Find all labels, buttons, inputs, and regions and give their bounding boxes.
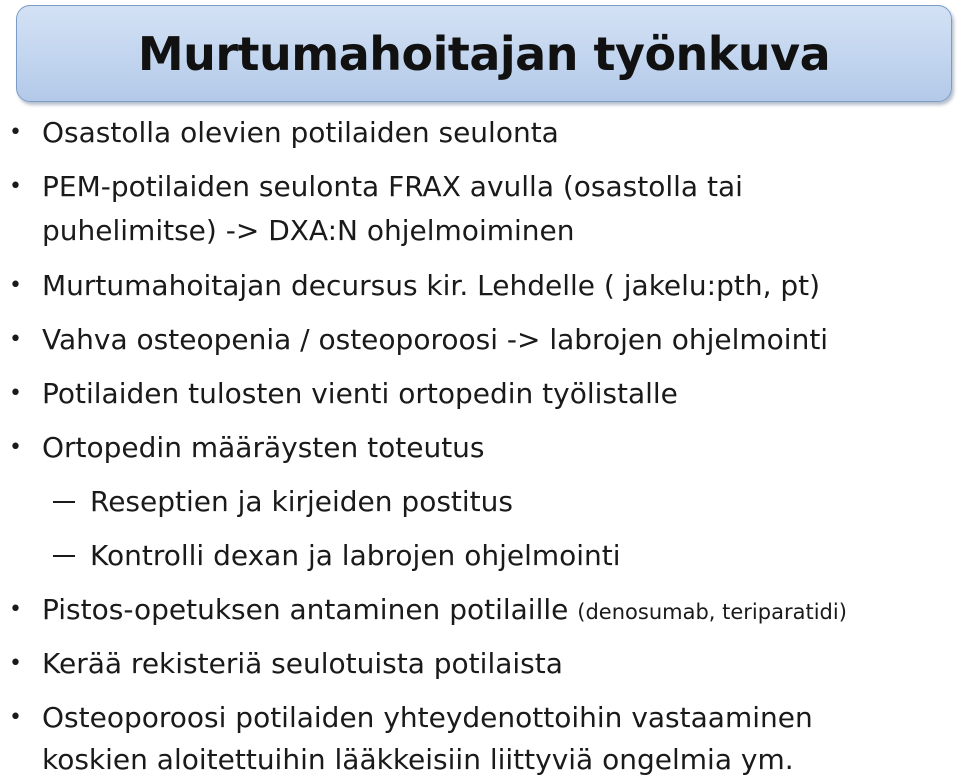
bullet-item: [9, 116, 559, 150]
bullet-dot-icon: •: [9, 327, 22, 352]
bullet-item: [9, 269, 821, 303]
bullet-item: [9, 377, 678, 411]
bullet-item: [9, 431, 485, 465]
dash-icon: [53, 501, 75, 503]
bullet-text: Kontrolli dexan ja labrojen ohjelmointi: [90, 539, 621, 572]
bullet-text: Pistos-opetuksen antaminen potilaille: [42, 593, 569, 626]
bullet-text: Reseptien ja kirjeiden postitus: [90, 485, 513, 518]
bullet-dot-icon: •: [9, 174, 22, 199]
bullet-item: [9, 170, 743, 204]
sub-bullet-item: [90, 539, 621, 573]
bullet-text: Kerää rekisteriä seulotuista potilaista: [42, 647, 563, 680]
dash-icon: [53, 555, 75, 557]
slide-title: Murtumahoitajan työnkuva: [137, 26, 831, 81]
bullet-continuation: [42, 214, 575, 248]
bullet-dot-icon: •: [9, 651, 22, 676]
bullet-dot-icon: •: [9, 120, 22, 145]
bullet-text: Osteoporoosi potilaiden yhteydenottoihin vastaaminen: [42, 701, 813, 734]
bullet-dot-icon: •: [9, 705, 22, 730]
sub-bullet-item: [90, 485, 513, 519]
bullet-item: [9, 593, 847, 629]
bullet-item: [9, 701, 813, 735]
bullet-item: [9, 323, 829, 357]
bullet-dot-icon: •: [9, 273, 22, 298]
bullet-continuation: [42, 743, 794, 777]
bullet-text: Osastolla olevien potilaiden seulonta: [42, 116, 559, 149]
bullet-text: puhelimitse) -> DXA:N ohjelmoiminen: [42, 214, 575, 247]
bullet-text: Ortopedin määräysten toteutus: [42, 431, 485, 464]
bullet-text: Vahva osteopenia / osteoporoosi -> labrojen ohjelmointi: [42, 323, 829, 356]
bullet-text: PEM-potilaiden seulonta FRAX avulla (osastolla tai: [42, 170, 743, 203]
bullet-text: koskien aloitettuihin lääkkeisiin liittyviä ongelmia ym.: [42, 743, 794, 776]
bullet-text: Murtumahoitajan decursus kir. Lehdelle ( jakelu:pth, pt): [42, 269, 821, 302]
bullet-dot-icon: •: [9, 435, 22, 460]
bullet-text: Potilaiden tulosten vienti ortopedin työlistalle: [42, 377, 678, 410]
bullet-note: (denosumab, teriparatidi): [577, 600, 847, 624]
bullet-dot-icon: •: [9, 597, 22, 622]
bullet-dot-icon: •: [9, 381, 22, 406]
bullet-item: [9, 647, 563, 681]
